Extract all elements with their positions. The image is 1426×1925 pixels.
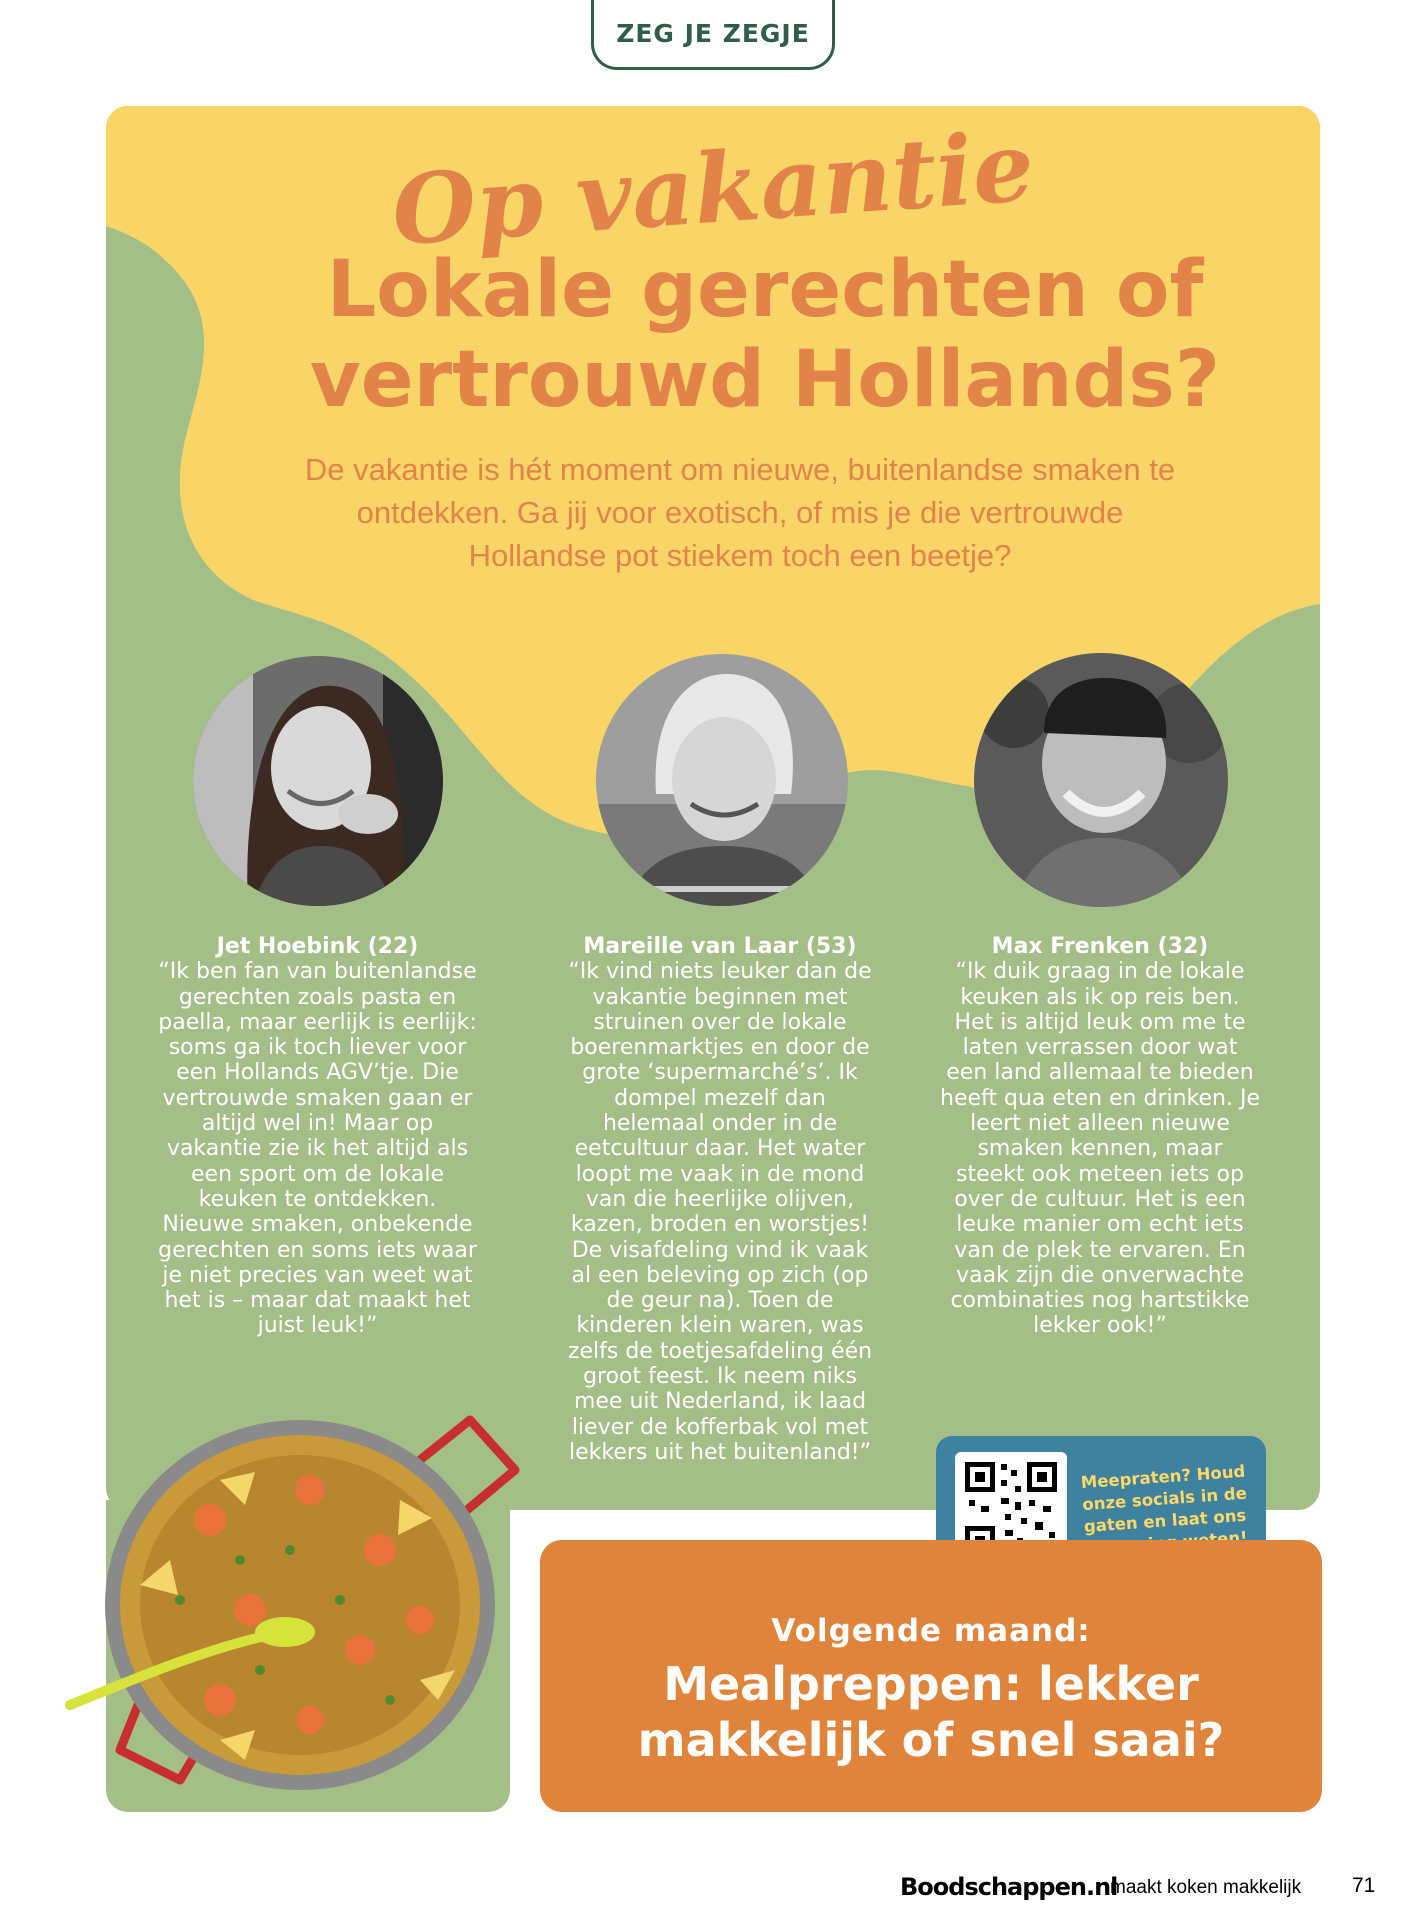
person-name: Jet Hoebink (22) [216,934,419,959]
socials-text: Meepraten? Houd onze socials in de gaten en laat ons [1080,1461,1248,1537]
section-tab: ZEG JE ZEGJE [591,0,835,70]
person-quote: “Ik vind niets leuker dan de vakantie beginnen met struinen over de lokale boerenmarktjes en door de grote ‘supermarché’s’. Ik dompel mezelf dan helemaal onder in de eetcultuur daar. Het water loopt me vaak in de mond van die heerlijke olijven, kazen, broden en worstjes! De visafdeling vind ik vaak al een beleving op zich (op de geur na). Toen de kinderen klein waren, was zelfs de toetjesafdeling één groot feest. Ik neem niks mee uit Nederland, ik laad liever de kofferbak vol met lekkers uit het buitenland!” [567,959,873,1465]
intro-text: De vakantie is hét moment om nieuwe, buitenlandse smaken te ontdekken. Ga jij voor exotisch, of mis je die vertrouwde Hollandse pot stiekem toch een beetje? [304,452,1176,573]
person-name: Mareille van Laar (53) [583,934,857,959]
title-script: Op vakantie [388,109,1038,268]
quote-column-mareille [560,934,880,1465]
person-quote: “Ik ben fan van buitenlandse gerechten zoals pasta en paella, maar eerlijk is eerlijk: soms ga ik toch liever voor een Hollands AGV’tje. Die vertrouwde smaken gaan er altijd wel in! Maar op vakantie zie ik het altijd als een sport om de lokale keuken te ontdekken. Nieuwe smaken, onbekende gerechten en soms iets waar je niet precies van weet wat het is – maar dat maakt het juist leuk!” [158,959,477,1339]
avatar-max [974,653,1228,907]
quote-column-jet [155,934,480,1339]
person-quote: “Ik duik graag in de lokale keuken als ik op reis ben. Het is altijd leuk om me te laten verrassen door wat een land allemaal te bieden heeft qua eten en drinken. Je leert niet alleen nieuwe smaken kennen, maar steekt ook meteen iets op over de cultuur. Het is een leuke manier om echt iets van de plek te ervaren. En vaak zijn die onverwachte combinaties nog hartstikke lekker ook!” [940,959,1260,1339]
next-title-line-1: Mealpreppen: lekker [663,1657,1199,1711]
page-title [220,245,1310,425]
brand-logo: Boodschappen.nl [900,1873,1118,1901]
title-line-1: Lokale gerechten of [326,245,1204,335]
next-month-title [540,1656,1322,1768]
next-title-line-2: makkelijk of snel saai? [637,1713,1225,1767]
next-month-label: Volgende maand: [771,1613,1091,1649]
brand-tagline: maakt koken makkelijk [1110,1877,1302,1898]
page-number: 71 [1352,1874,1376,1897]
paella-pan-image [60,1400,540,1800]
quote-column-max [940,934,1260,1339]
avatar-mareille [596,654,848,906]
person-name: Max Frenken (32) [991,934,1209,959]
title-line-2: vertrouwd Hollands? [309,335,1221,425]
avatar-jet [193,656,443,906]
